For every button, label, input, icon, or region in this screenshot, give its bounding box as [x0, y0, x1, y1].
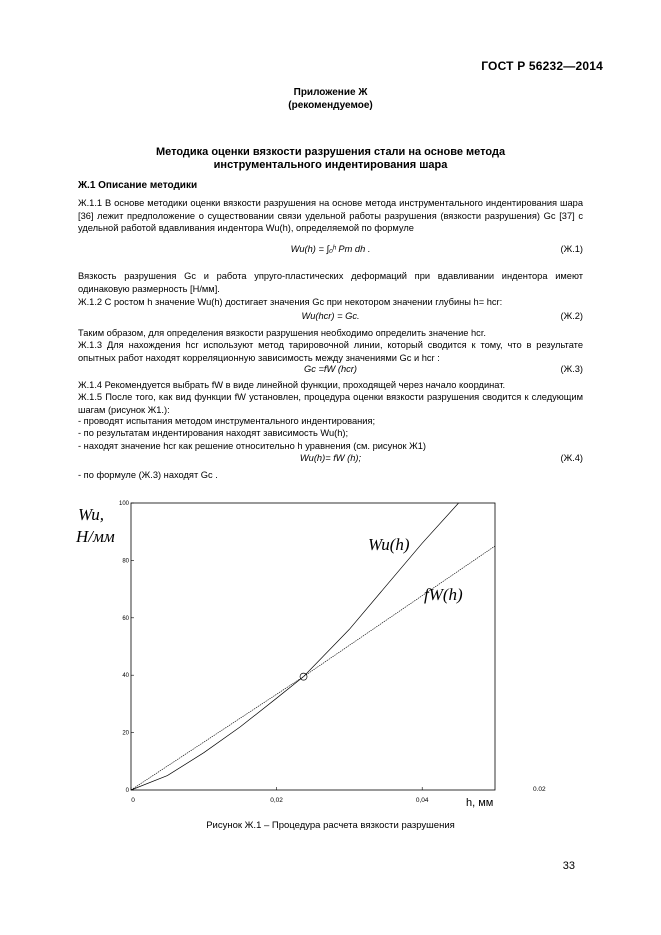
- y-tick-label: 20: [122, 730, 129, 737]
- y-tick-label: 100: [118, 501, 129, 507]
- bullet-3: - находят значение hcr как решение относительно h уравнения (см. рисунок Ж1): [78, 441, 427, 451]
- wu-curve-label: Wu(h): [368, 535, 410, 554]
- equation-1-formula: Wu(h) = ∫₀ʰ Pm dh .: [290, 244, 371, 254]
- y-axis-label-line-1: Wu,: [78, 505, 104, 524]
- page-number: 33: [562, 860, 575, 872]
- equation-3-formula: Gc =fW (hcr): [304, 364, 357, 374]
- x-tick-label: 0,04: [415, 797, 429, 804]
- section-heading: Ж.1 Описание методики: [78, 180, 198, 191]
- bullet-4: - по формуле (Ж.3) находят Gc .: [78, 470, 218, 480]
- paragraph-1-text: Ж.1.1 В основе методики оценки вязкости разрушения на основе метода инструментального индентирования шара [36] лежит предположение о существовании связи удельной работы разрушения (вязкости разрушения) Gc [37] с удельной работой вдавливания индентора Wu(h), определяемой по формуле: [78, 198, 583, 234]
- title-line-1: Методика оценки вязкости разрушения стали на основе метода: [155, 146, 506, 158]
- paragraph-1: [78, 197, 583, 235]
- x-tick-label: 0,02: [270, 797, 283, 804]
- figure-chart: [0, 490, 661, 820]
- equation-3: [78, 364, 583, 377]
- bullet-1: - проводят испытания методом инструментального индентирования;: [78, 416, 376, 426]
- figure-caption: Рисунок Ж.1 – Процедура расчета вязкости разрушения: [206, 820, 455, 831]
- corner-tick-label: 0.02: [533, 786, 546, 793]
- equation-1: [78, 244, 583, 257]
- y-tick-label: 40: [122, 673, 129, 680]
- paragraph-6: Ж.1.4 Рекомендуется выбрать fW в виде линейной функции, проходящей через начало координат.: [78, 380, 506, 390]
- equation-3-number: (Ж.3): [560, 364, 583, 374]
- equation-2: [78, 311, 583, 324]
- document-title: [0, 146, 661, 172]
- document-code: ГОСТ Р 56232—2014: [481, 59, 603, 73]
- y-axis-label-line-2: Н/мм: [76, 527, 115, 546]
- annex-heading: [0, 86, 661, 112]
- fw-curve-label: fW(h): [424, 585, 463, 604]
- equation-4-formula: Wu(h)= fW (h);: [299, 453, 362, 463]
- paragraph-3: Ж.1.2 С ростом h значение Wu(h) достигает значения Gc при некотором значении глубины h= hcr:: [78, 297, 503, 307]
- y-tick-label: 60: [122, 615, 129, 622]
- paragraph-7: Ж.1.5 После того, как вид функции fW установлен, процедура оценки вязкости разрушения сводится к следующим шагам (рисунок Ж1.):: [78, 392, 583, 415]
- paragraph-5: Ж.1.3 Для нахождения hcr используют метод тарировочной линии, который сводится к тому, что в результате опытных работ находят корреляционную зависимость между значениями Gc и hcr :: [78, 340, 583, 363]
- y-tick-label: 0: [125, 788, 129, 794]
- annex-title: Приложение Ж: [293, 87, 368, 98]
- equation-4: [78, 453, 583, 466]
- equation-2-number: (Ж.2): [560, 311, 583, 321]
- equation-2-formula: Wu(hcr) = Gc.: [301, 311, 360, 321]
- bullet-2: - по результатам индентирования находят зависимость Wu(h);: [78, 428, 349, 438]
- annex-status: (рекомендуемое): [288, 100, 373, 111]
- x-axis-label: h, мм: [466, 797, 494, 809]
- paragraph-2: Вязкость разрушения Gc и работа упруго-пластических деформаций при вдавливании индентора имеют одинаковую размерность [Н/мм].: [78, 271, 583, 294]
- paragraph-4: Таким образом, для определения вязкости разрушения необходимо определить значение hcr.: [78, 328, 486, 338]
- plot-frame: [131, 503, 495, 790]
- equation-1-number: (Ж.1): [560, 244, 583, 254]
- equation-4-number: (Ж.4): [560, 453, 583, 463]
- y-tick-label: 80: [122, 558, 129, 565]
- x-tick-label: 0: [131, 797, 135, 804]
- title-line-2: инструментального индентирования шара: [213, 159, 448, 171]
- fw-series-line: [131, 546, 495, 790]
